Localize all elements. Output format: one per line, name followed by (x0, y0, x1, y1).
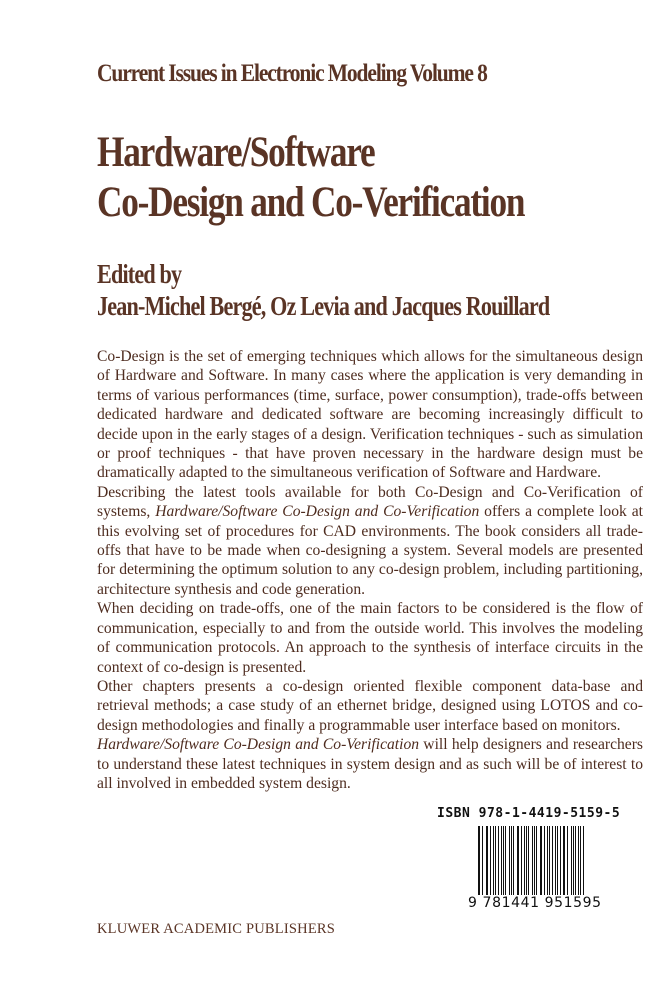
paragraph-5-book-title: Hardware/Software Co-Design and Co-Verification (97, 736, 420, 754)
paragraph-4: Other chapters presents a co-design oriented flexible component data-base and retrieval methods; a case study of an ethernet bridge, designed using LOTOS and co-design methodologies and finally a programmable user interface based on monitors. (97, 677, 643, 734)
barcode-number: 9 781441 951595 (468, 895, 602, 911)
paragraph-2 (97, 483, 643, 599)
back-cover-blurb (97, 347, 643, 793)
edited-by-label: Edited by (97, 259, 182, 289)
title-line-1: Hardware/Software (97, 129, 375, 176)
paragraph-5 (97, 735, 643, 793)
isbn-label: ISBN 978-1-4419-5159-5 (437, 806, 621, 821)
publisher-name: KLUWER ACADEMIC PUBLISHERS (97, 921, 336, 937)
paragraph-1: Co-Design is the set of emerging techniques which allows for the simultaneous design of Hardware and Software. In many cases where the application is very demanding in terms of various performances (time, surface, power consumption), trade-offs between dedicated hardware and dedicated software are becoming increasingly difficult to decide upon in the early stages of a design. Verification techniques - such as simulation or proof techniques - that have proven necessary in the hardware design must be dramatically adapted to the simultaneous verification of Software and Hardware. (97, 348, 643, 482)
series-title: Current Issues in Electronic Modeling Volume 8 (97, 60, 487, 87)
paragraph-3: When deciding on trade-offs, one of the main factors to be considered is the flow of communication, especially to and from the outside world. This involves the modeling of communication protocols. An approach to the synthesis of interface circuits in the context of co-design is presented. (97, 600, 643, 676)
paragraph-5-text: will help designers and researchers to understand these latest techniques in system design and as such will be of interest to all involved in embedded system design. (97, 736, 643, 792)
paragraph-2-book-title: Hardware/Software Co-Design and Co-Verification (155, 503, 480, 521)
editor-names: Jean-Michel Bergé, Oz Levia and Jacques Rouillard (97, 291, 550, 321)
paragraph-2-text-b: offers a complete look at this evolving set of procedures for CAD environments. The book considers all trade-offs that have to be made when co-designing a system. Several models are presented for determining the optimum solution to any co-design problem, including partitioning, architecture synthesis and code generation. (97, 503, 643, 598)
barcode-icon (478, 826, 586, 900)
editors-block (97, 258, 549, 322)
title-line-2: Co-Design and Co-Verification (97, 179, 525, 226)
book-title (97, 128, 524, 228)
paragraph-2-text-a: Describing the latest tools available for both Co-Design and Co-Verification of systems, (97, 483, 643, 521)
